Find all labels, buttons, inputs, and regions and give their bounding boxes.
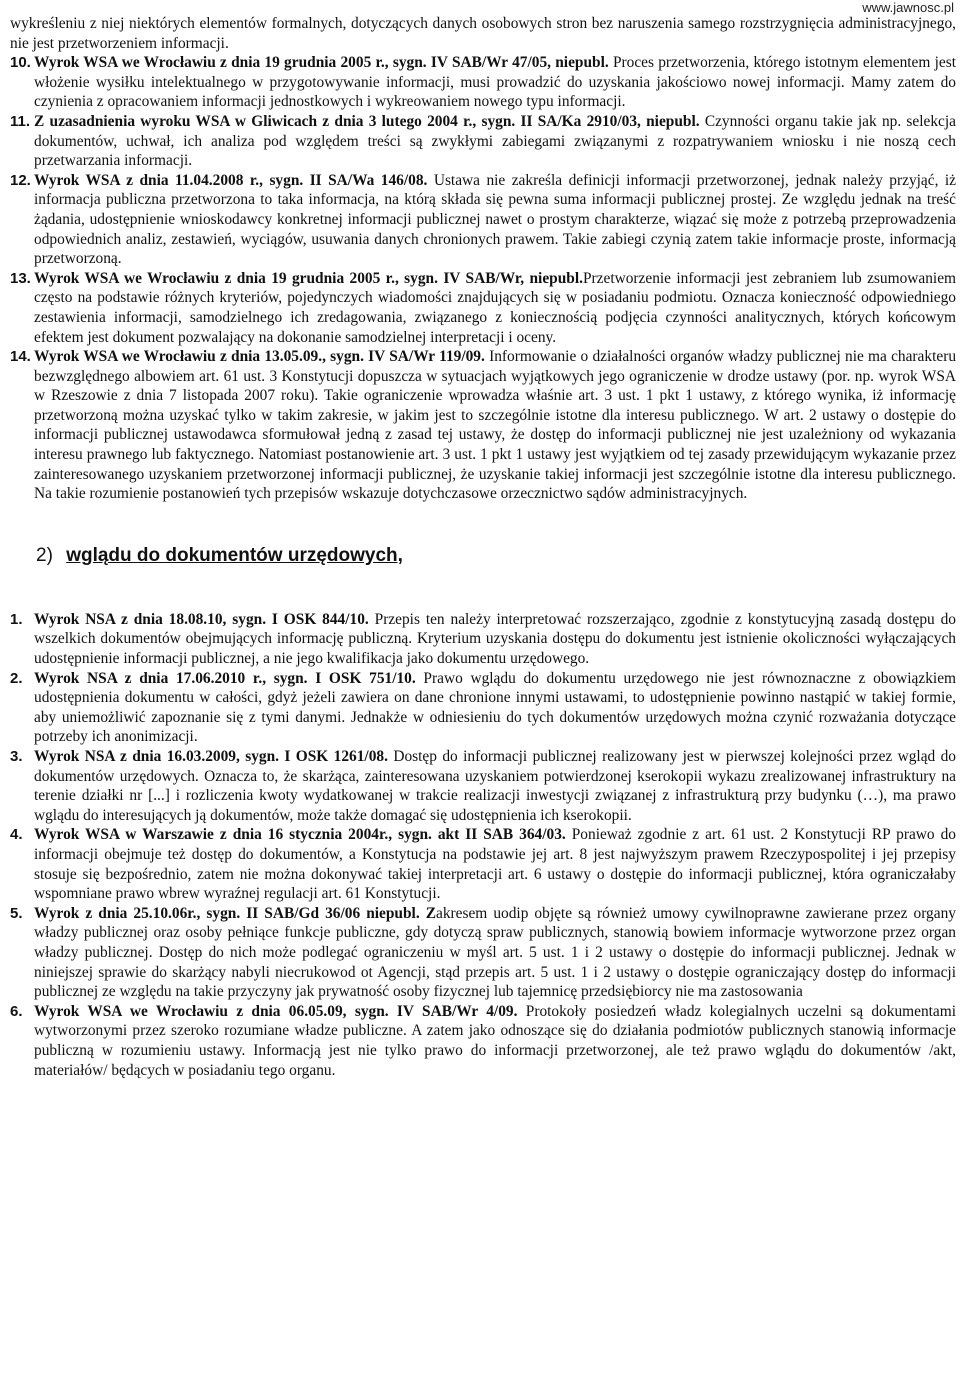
ruling-text: Przetworzenie informacji jest zebraniem lub zsumowaniem często na podstawie różnych kryteriów, pojedynczych wiadomości znajdujących się w posiadaniu podmiotu. Oznacza konieczność odpowiedniego zestawienia informacji, samodzielnego ich zredagowania, związanego z koniecznością podjęcia czynności analitycznych, których końcowym efektem jest dokument pozwalający na dokonanie samodzielnej interpretacji i oceny. <box>34 269 956 346</box>
ruling-citation: Wyrok z dnia 25.10.06r., sygn. II SAB/Gd 36/06 niepubl. Z <box>34 904 436 922</box>
ruling-citation: Wyrok WSA we Wrocławiu z dnia 19 grudnia 2005 r., sygn. IV SAB/Wr 47/05, niepubl. <box>34 54 609 72</box>
ruling-text: Dostęp do informacji publicznej realizowany jest w pierwszej kolejności przez wgląd do dokumentów urzędowych. Oznacza to, że skarżąca, zainteresowana uzyskaniem potwierdzonej kserokopii wykazu zrealizowanej infrastruktury na terenie działki nr [...] i rozliczenia kwoty wydatkowanej w trakcie realizacji inwestycji związanej z infrastrukturą przy budynku (…), ma prawo wglądu do interesujących ją dokumentów, może także domagać się udostępnienia ich kserokopii. <box>34 748 957 824</box>
ruling-text: akresem uodip objęte są również umowy cywilnoprawne zawierane przez organy władzy publicznej oraz osoby pełniące funkcje publiczne, gdy dotyczą spraw publicznych, stanowią bowiem informacje wytworzone przez organ władzy publicznej. Dostęp do nich może podlegać ograniczeniu w myśl art. 5 ust. 1 i 2 ustawy o dostępie do informacji publicznej. Jednak w niniejszej sprawie do skarżący nabyli niecrukowod ot Agencji, stąd przepis art. 5 ust. 1 i 2 ustawy o dostępie ograniczający dostęp do informacji publicznej ze względu na takie przyczyny jak prywatność osoby fizycznej lub tajemnicę przedsiębiorcy nie ma zastosowania <box>34 904 956 1001</box>
ruling-citation: Wyrok WSA we Wrocławiu z dnia 06.05.09, sygn. IV SAB/Wr 4/09. <box>34 1002 518 1020</box>
ruling-item <box>10 347 956 504</box>
document-body <box>10 14 956 1080</box>
site-url: www.jawnosc.pl <box>862 0 954 15</box>
ruling-text: Ustawa nie zakreśla definicji informacji przetworzonej, jednak należy przyjąć, iż informacja publiczna przetworzona to taka informacja, na którą składa się pewna suma informacji publicznej prostej. Ze względu jednak na treść żądania, udostępnienie wnioskodawcy konkretnej informacji publicznej nawet o prostym charakterze, wiązać się może z potrzebą przeprowadzenia odpowiednich analiz, zestawień, wyciągów, usuwania danych chronionych prawem. Takie zabiegi czynią zatem takie informacje proste, informacją przetworzoną. <box>34 171 956 268</box>
ruling-item <box>10 53 956 112</box>
ruling-item <box>10 747 956 825</box>
ruling-item <box>10 112 956 171</box>
section-2-number: 2) <box>36 544 53 566</box>
ruling-citation: Z uzasadnienia wyroku WSA w Gliwicach z dnia 3 lutego 2004 r., sygn. II SA/Ka 2910/03, niepubl. <box>34 112 700 130</box>
ruling-item <box>10 669 956 747</box>
ruling-text: Informowanie o działalności organów władzy publicznej nie ma charakteru bezwzględnego albowiem art. 61 ust. 3 Konstytucji dopuszcza w sytuacjach wyjątkowych jego ograniczenie w drodze ustawy (por. np. wyrok WSA w Rzeszowie z dnia 7 listopada 2007 roku). Takie ograniczenie wprowadza właśnie art. 3 ust. 1 pkt 1 ustawy, z którego wynika, iż informację przetworzoną można uzyskać tylko w takim zakresie, w jakim jest to szczególnie istotne dla interesu publicznego. W art. 2 ustawy o dostępie do informacji publicznej ustawodawca sformułował jedną z zasad tej ustawy, że dostęp do informacji publicznej nie jest uzależniony od wykazania interesu prawnego lub faktycznego. Natomiast postanowienie art. 3 ust. 1 pkt 1 ustawy jest wyjątkiem od tej zasady przewidującym wykazanie przez zainteresowanego uzyskaniem przetworzonej informacji publicznej, że uzyskanie takiej informacji jest szczególnie istotne dla interesu publicznego. Na takie rozumienie postanowień tych przepisów wskazuje dotychczasowe orzecznictwo sądów administracyjnych. <box>34 348 957 503</box>
section-2-list <box>10 610 956 1080</box>
ruling-citation: Wyrok WSA w Warszawie z dnia 16 stycznia 2004r., sygn. akt II SAB 364/03. <box>34 826 566 844</box>
item-number: 13. <box>10 269 31 287</box>
intro-paragraph: wykreśleniu z niej niektórych elementów formalnych, dotyczących danych osobowych stron bez naruszenia samego rozstrzygnięcia administracyjnego, nie jest przetworzeniem informacji. <box>10 15 956 52</box>
ruling-text: Protokoły posiedzeń władz kolegialnych uczelni są dokumentami wytworzonymi przez szeroko rozumiane władze publiczne. A zatem jako odnoszące się do działania podmiotów publicznych stanowią informacje publiczną w rozumieniu ustawy. Informacją jest nie tylko prawo do informacji przetworzonej, ale też prawo wglądu do dokumentów /akt, materiałów/ będących w posiadaniu tego organu. <box>34 1002 956 1079</box>
ruling-item <box>10 269 956 347</box>
item-number: 2. <box>10 669 23 687</box>
ruling-item <box>10 904 956 1002</box>
ruling-item <box>10 171 956 269</box>
item-number: 3. <box>10 748 23 765</box>
ruling-citation: Wyrok WSA we Wrocławiu z dnia 19 grudnia 2005 r., sygn. IV SAB/Wr, niepubl. <box>34 269 583 287</box>
section-1-list <box>10 53 956 504</box>
section-2-heading <box>36 544 956 568</box>
section-2-title: wglądu do dokumentów urzędowych, <box>66 544 403 566</box>
ruling-text: Prawo wglądu do dokumentu urzędowego nie jest równoznaczne z obowiązkiem udostępnienia dokumentu w całości, gdyż jeżeli zawiera on dane chronione innymi ustawami, to udostępnienie powinno nastąpić w takiej formie, aby uniemożliwić zapoznanie się z tymi danymi. Jednakże w odniesieniu do tych dokumentów urzędowych można czynić rozważania dotyczące potrzeby ich anonimizacji. <box>34 669 956 746</box>
ruling-text: Przepis ten należy interpretować rozszerzająco, zgodnie z konstytucyjną zasadą dostępu do wszelkich dokumentów obejmujących informację publiczną. Kryterium uzyskania dostępu do dokumentu jest istnienie okoliczności wyłączających udostępnienie informacji publicznej, a nie jego kwalifikacja jako dokumentu urzędowego. <box>34 610 956 668</box>
ruling-citation: Wyrok NSA z dnia 17.06.2010 r., sygn. I OSK 751/10. <box>34 669 416 687</box>
item-number: 14. <box>10 348 31 366</box>
ruling-citation: Wyrok NSA z dnia 16.03.2009, sygn. I OSK 1261/08. <box>34 748 388 765</box>
item-number: 12. <box>10 171 31 189</box>
ruling-citation: Wyrok NSA z dnia 18.08.10, sygn. I OSK 844/10. <box>34 610 369 628</box>
ruling-text: Czynności organu takie jak np. selekcja dokumentów, uchwał, ich analiza pod względem treści są zwykłymi zabiegami związanymi z rozpatrywaniem wniosku i nie noszą cech przetwarzania informacji. <box>34 112 956 170</box>
ruling-citation: Wyrok WSA we Wrocławiu z dnia 13.05.09., sygn. IV SA/Wr 119/09. <box>34 348 485 366</box>
ruling-citation: Wyrok WSA z dnia 11.04.2008 r., sygn. II SA/Wa 146/08. <box>34 171 428 189</box>
ruling-text: Ponieważ zgodnie z art. 61 ust. 2 Konstytucji RP prawo do informacji obejmuje też dostęp do dokumentów, a Konstytucja na podstawie jej art. 8 jest najwyższym prawem Rzeczypospolitej i jej przepisy stosuje się bezpośrednio, zatem nie można dokonywać takiej interpretacji art. 6 ustawy o dostępie do informacji publicznej, która ograniczałaby wspomniane prawo wbrew wyraźnej regulacji art. 61 Konstytucji. <box>34 826 956 903</box>
item-number: 10. <box>10 54 31 72</box>
item-number: 1. <box>10 610 23 628</box>
ruling-item <box>10 610 956 669</box>
ruling-text: Proces przetworzenia, którego istotnym elementem jest włożenie wysiłku intelektualnego w przygotowywanie informacji, musi prowadzić do uzyskania jakościowo nowej informacji. Mamy zatem do czynienia z opracowaniem informacji jednostkowych i wykreowaniem nowego typu informacji. <box>34 54 956 111</box>
item-number: 6. <box>10 1002 23 1020</box>
item-number: 4. <box>10 826 23 844</box>
item-number: 5. <box>10 904 23 922</box>
item-number: 11. <box>10 112 31 130</box>
ruling-item <box>10 1002 956 1080</box>
ruling-item <box>10 825 956 903</box>
